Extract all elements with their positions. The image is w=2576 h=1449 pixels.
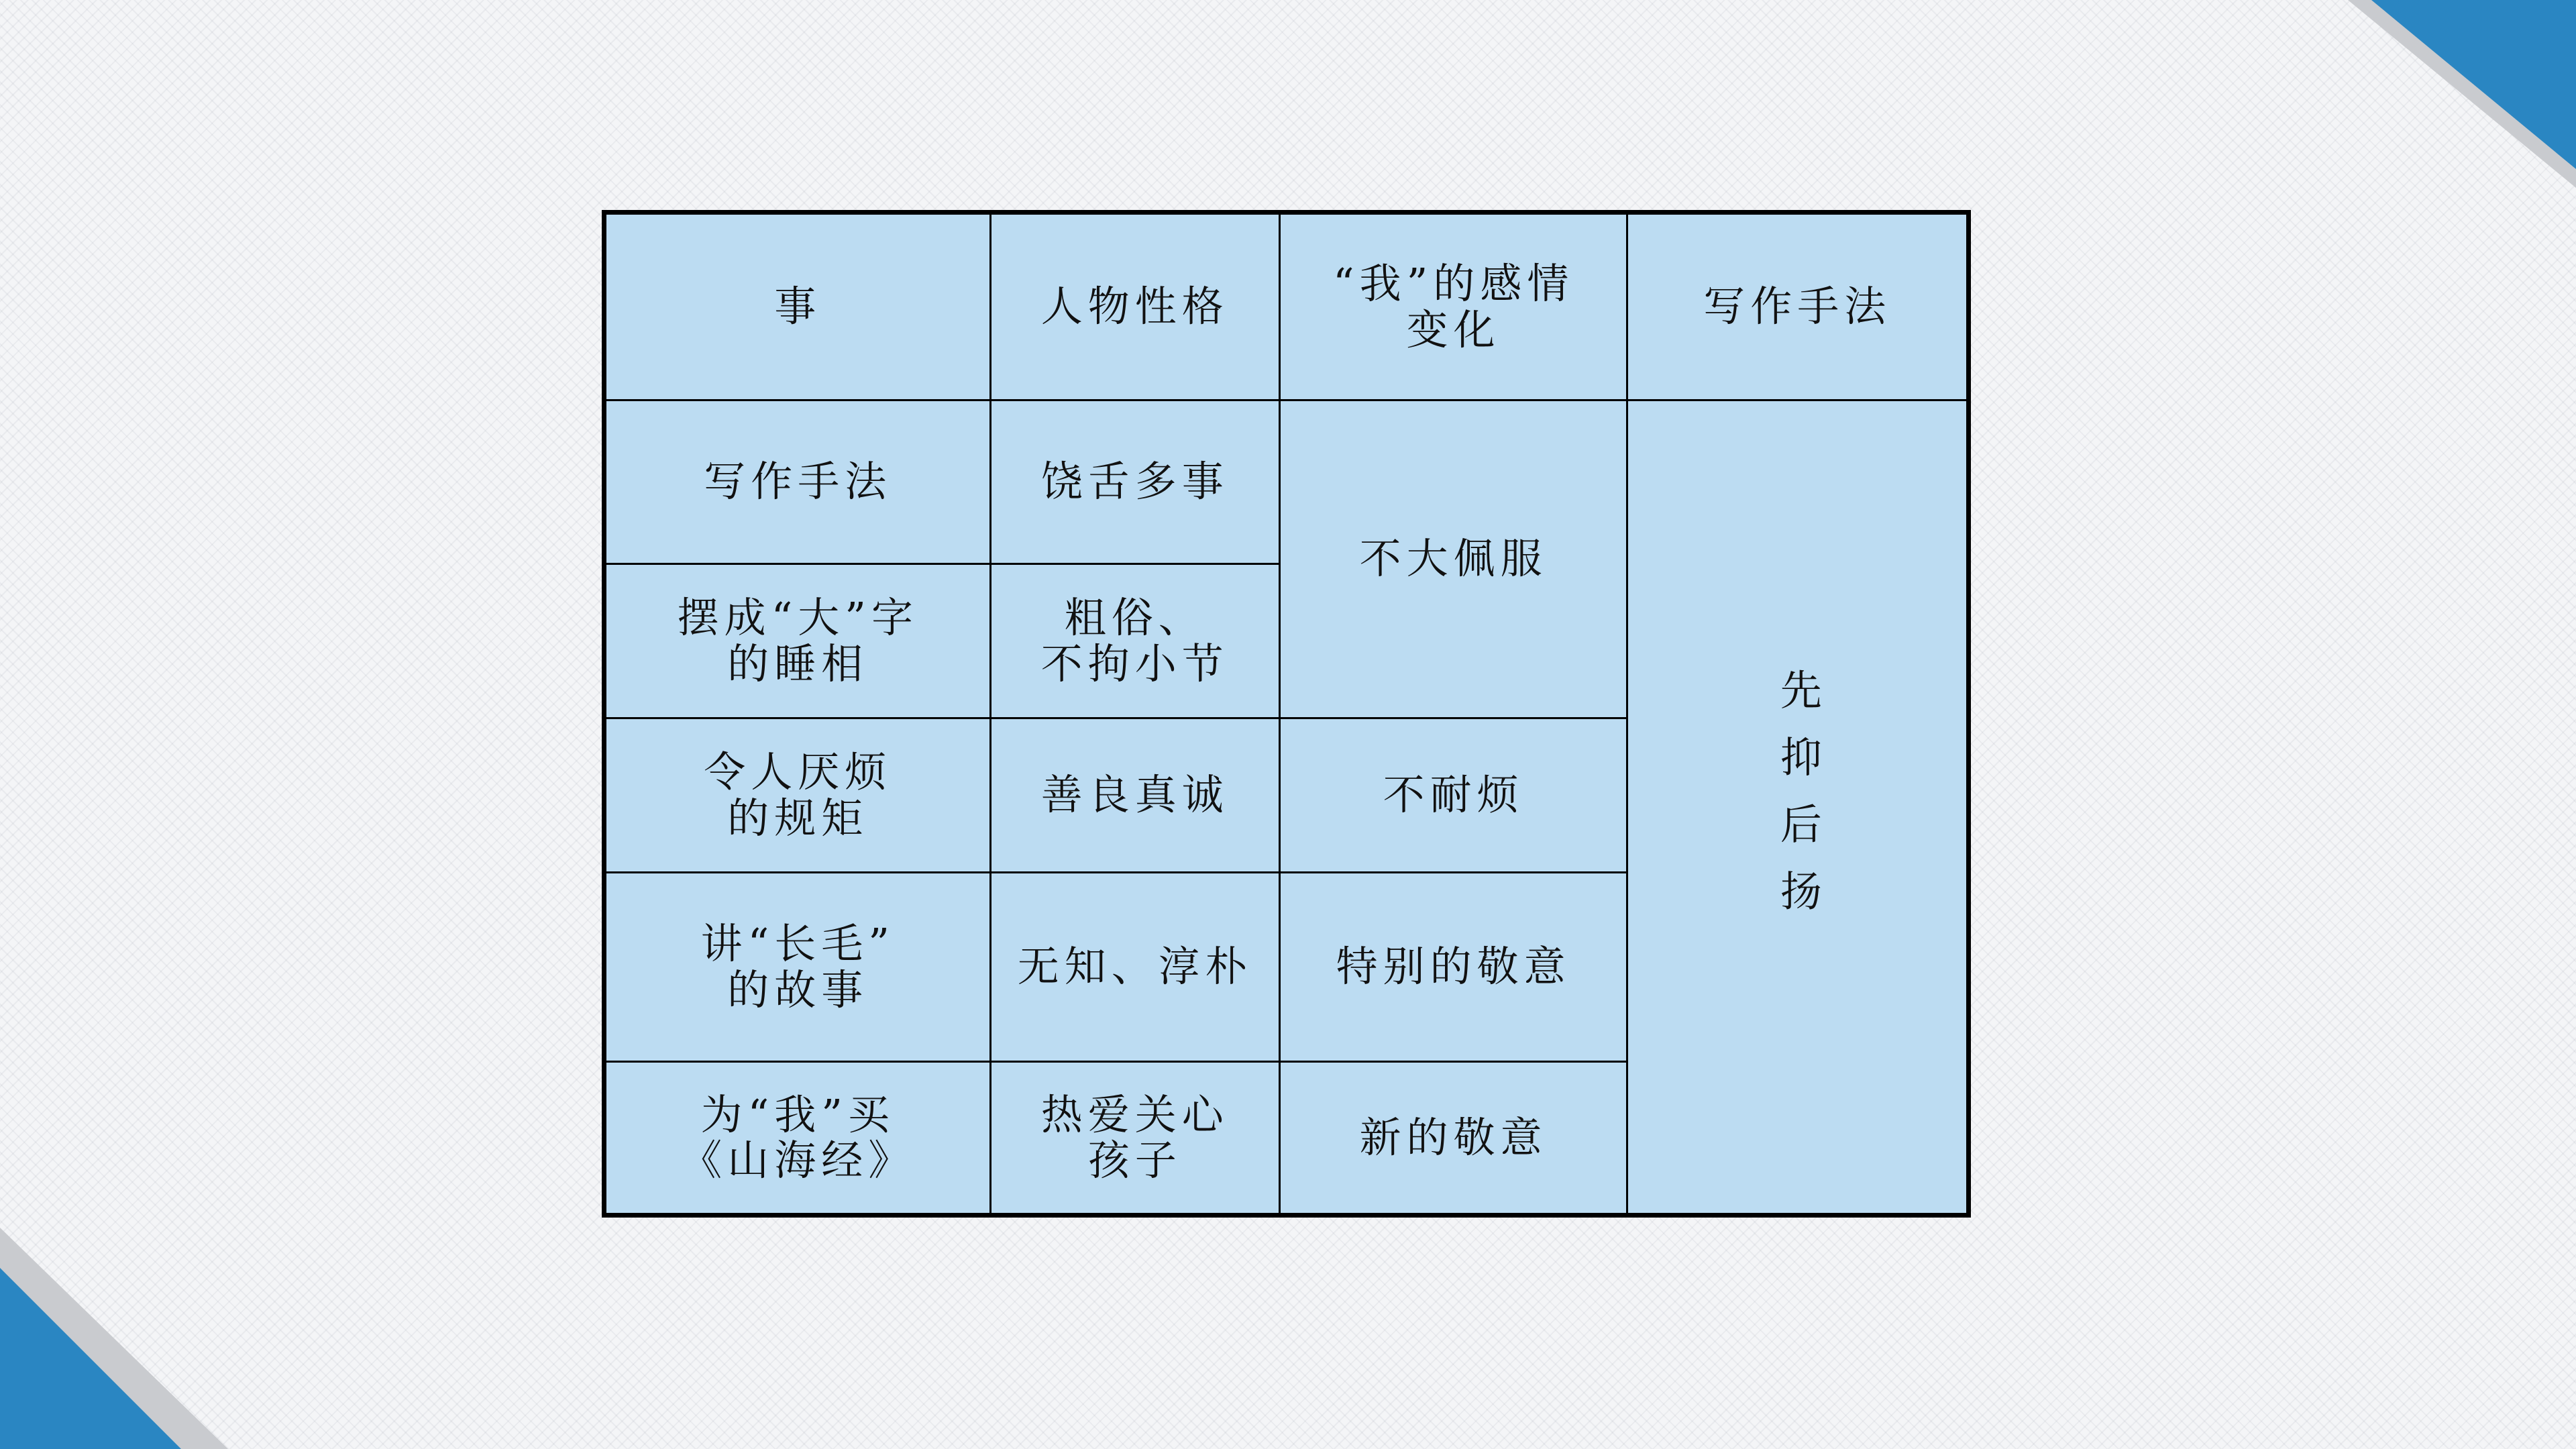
cell-character: 热爱关心 孩子 xyxy=(990,1062,1279,1216)
cell-event: 令人厌烦 的规矩 xyxy=(604,718,991,873)
table-header-row xyxy=(604,213,1969,400)
header-feeling: “我”的感情 变化 xyxy=(1279,213,1627,400)
cell-technique-merged xyxy=(1627,400,1969,1216)
summary-table xyxy=(602,210,1971,1218)
cell-feeling-merged: 不大佩服 xyxy=(1279,400,1627,718)
cell-feeling: 不耐烦 xyxy=(1279,718,1627,873)
table-row xyxy=(604,400,1969,564)
summary-table-container xyxy=(602,210,1971,1217)
corner-decoration-bottom-left xyxy=(0,1228,228,1449)
cell-character: 粗俗、 不拘小节 xyxy=(990,564,1279,718)
cell-character: 善良真诚 xyxy=(990,718,1279,873)
cell-character: 无知、淳朴 xyxy=(990,873,1279,1062)
cell-feeling: 新的敬意 xyxy=(1279,1062,1627,1216)
cell-event: 讲“长毛” 的故事 xyxy=(604,873,991,1062)
corner-decoration-top-right xyxy=(2348,0,2576,188)
cell-event: 写作手法 xyxy=(604,400,991,564)
cell-character: 饶舌多事 xyxy=(990,400,1279,564)
cell-feeling: 特别的敬意 xyxy=(1279,873,1627,1062)
header-event: 事 xyxy=(604,213,991,400)
technique-vertical-text: 先抑后扬 xyxy=(1773,668,1823,937)
cell-event: 摆成“大”字 的睡相 xyxy=(604,564,991,718)
header-character: 人物性格 xyxy=(990,213,1279,400)
header-technique: 写作手法 xyxy=(1627,213,1969,400)
cell-event: 为“我”买 《山海经》 xyxy=(604,1062,991,1216)
